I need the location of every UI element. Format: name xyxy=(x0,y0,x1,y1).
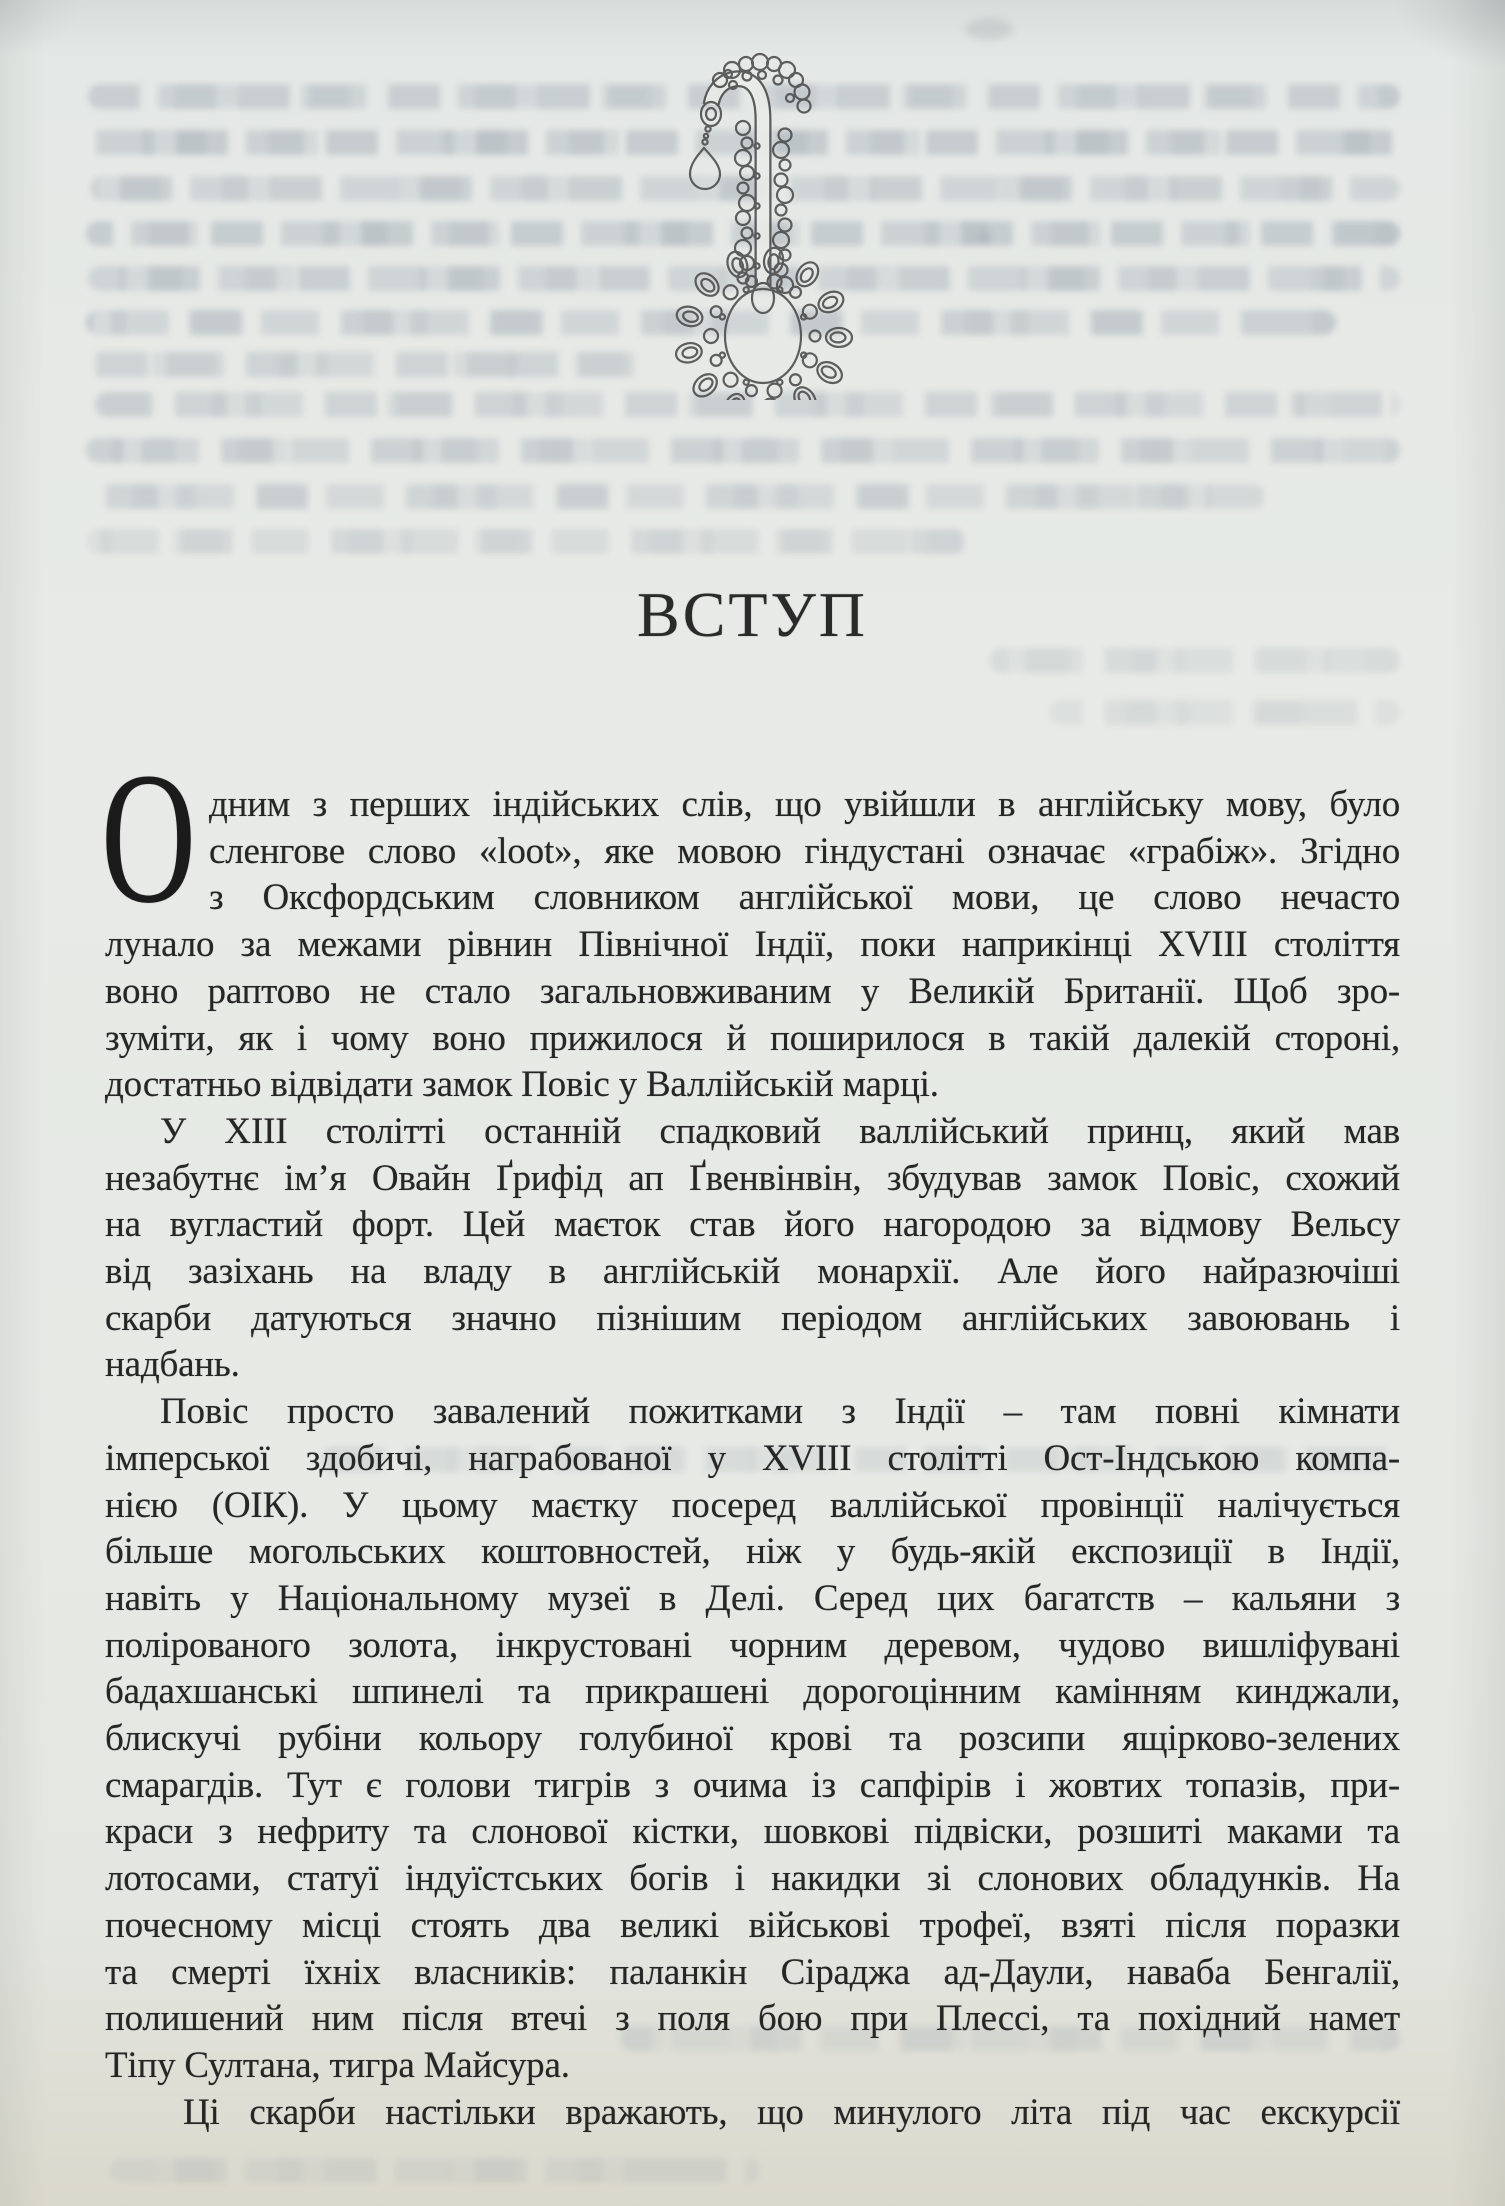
text-line: з Оксфордським словником англійської мови, це слово нечасто xyxy=(209,877,1400,919)
bleedthrough-line xyxy=(86,529,966,554)
text-line: навіть у Національному музеї в Делі. Серед цих багатств – кальяни з xyxy=(105,1577,1400,1619)
bleedthrough-line xyxy=(1050,700,1400,725)
text-line: надбань. xyxy=(105,1344,240,1386)
text-line: Ці скарби настільки вражають, що минулого літа під час екскурсії xyxy=(183,2091,1400,2133)
text-line: скарби датуються значно пізнішим періодом англійських завоювань і xyxy=(105,1297,1400,1339)
text-line: краси з нефриту та слонової кістки, шовкові підвіски, розшиті маками та xyxy=(105,1811,1400,1853)
text-line: від зазіхань на владу в англійській монархії. Але його найразючіші xyxy=(105,1251,1400,1293)
text-line: дним з перших індійських слів, що увійшли в англійську мову, було xyxy=(209,784,1400,825)
text-line: бадахшанські шпинелі та прикрашені дорогоцінним камінням кинджали, xyxy=(105,1671,1400,1713)
text-line: полірованого золота, інкрустовані чорним деревом, чудово вишліфувані xyxy=(105,1624,1400,1666)
bleedthrough-line xyxy=(110,2158,760,2183)
drop-cap: О xyxy=(101,733,197,942)
bleedthrough-line xyxy=(86,352,646,377)
bleedthrough-line xyxy=(86,438,1400,463)
text-line: незабутнє ім’я Овайн Ґрифід ап Ґвенвінвін, збудував замок Повіс, схожий xyxy=(105,1157,1400,1199)
text-line: полишений ним після втечі з поля бою при Плессі, та похідний намет xyxy=(105,1998,1400,2040)
text-line: лунало за межами рівнин Північної Індії, поки наприкінці XVIII століття xyxy=(105,924,1400,966)
text-line: та смерті їхніх власників: паланкін Сіраджа ад-Даули, наваба Бенгалії, xyxy=(105,1951,1400,1993)
ornament-jewel-illustration xyxy=(632,28,872,400)
text-line: воно раптово не стало загальновживаним у Великій Британії. Щоб зро- xyxy=(105,970,1400,1012)
text-line: Повіс просто завалений пожитками з Індії – там повні кімнати xyxy=(160,1391,1400,1433)
text-line: на вугластий форт. Цей маєток став його нагородою за відмову Вельсу xyxy=(105,1204,1400,1246)
text-line: більше могольських коштовностей, ніж у будь-якій експозиції в Індії, xyxy=(105,1531,1400,1573)
text-line: сленгове слово «loot», яке мовою гіндустані означає «грабіж». Згідно xyxy=(209,830,1400,872)
bleedthrough-line xyxy=(86,484,1266,509)
page-title: ВСТУП xyxy=(637,579,868,650)
body-text xyxy=(105,782,1400,2136)
text-line: достатньо відвідати замок Повіс у Валлійській марці. xyxy=(105,1064,939,1106)
text-line: лотосами, статуї індуїстських богів і накидки зі слонових обладунків. На xyxy=(105,1858,1400,1900)
text-line: зуміти, як і чому воно прижилося й поширилося в такій далекій стороні, xyxy=(105,1017,1400,1059)
text-line: Тіпу Султана, тигра Майсура. xyxy=(105,2044,570,2086)
text-line: нією (ОІК). У цьому маєтку посеред валлійської провінції налічується xyxy=(105,1484,1400,1526)
text-line: імперської здобичі, награбованої у XVIII столітті Ост-Індською компа- xyxy=(105,1437,1400,1479)
text-line: У XIII столітті останній спадковий валлійський принц, який мав xyxy=(160,1110,1400,1152)
text-line: блискучі рубіни кольору голубиної крові та розсипи ящірково-зелених xyxy=(105,1718,1400,1760)
bleedthrough-smudge xyxy=(965,18,1013,40)
text-line: смарагдів. Тут є голови тигрів з очима із сапфірів і жовтих топазів, при- xyxy=(105,1764,1400,1806)
text-line: почесному місці стоять два великі військові трофеї, взяті після поразки xyxy=(105,1904,1400,1946)
bleedthrough-smudge xyxy=(978,232,992,242)
